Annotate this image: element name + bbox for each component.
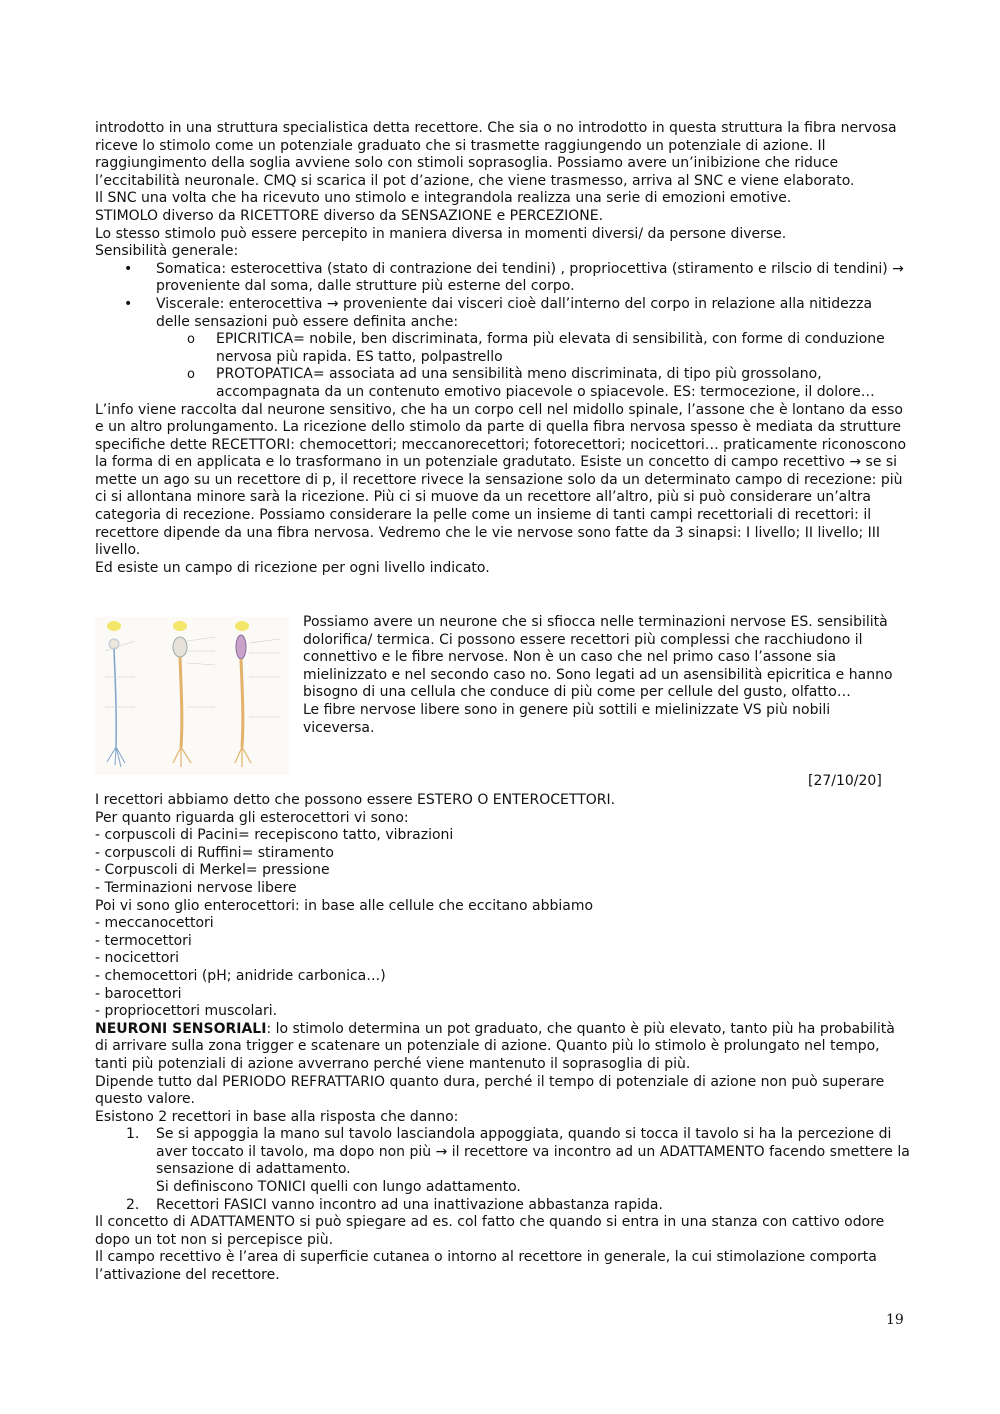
axon-shape [241,659,243,747]
line: Per quanto riguarda gli esterocettori vi sono: [95,809,409,826]
figure-side-text [303,614,903,737]
paragraph: introdotto in una struttura specialistica detta recettore. Che sia o no introdotto in questa struttura la fibra nervosa riceve lo stimolo come un potenziale graduato che si trasmette raggiungendo un potenziale di azione. Il raggiungimento della soglia avviene solo con stimoli soprasoglia. Possiamo avere un’inibizione che riduce l’eccitabilità neuronale. CMQ si scarica il pot d’azione, che viene trasmesso, arriva al SNC e viene elaborato. [95,120,897,189]
sub-bullet-item [95,331,910,366]
sub-bullet-text: PROTOPATICA= associata ad una sensibilità meno discriminata, di tipo più grossolano, accompagnata da un contenuto emotivo piacevole o spiacevole. ES: termocezione, il dolore… [216,366,875,400]
paragraph: Sensibilità generale: [95,243,239,260]
bullet-text: Somatica: esterocettiva (stato di contrazione dei tendini) , propriocettiva (stiramento e rilscio di tendini) → proveniente dal soma, dalle strutture più esterne del corpo. [156,260,904,295]
numbered-item [95,1126,910,1179]
sub-bullet-marker: o [187,367,195,383]
bullet-item [95,261,910,296]
list-line: - chemocettori (pH; anidride carbonica…) [95,967,386,984]
neuron-label-bubble [107,621,121,631]
list-line: - Corpuscoli di Merkel= pressione [95,862,330,879]
list-line: - termocettori [95,932,192,949]
bullet-text: Viscerale: enterocettiva → proveniente dai visceri cioè dall’interno del corpo in relazione alla nitidezza delle sensazioni può essere definita anche: [156,295,873,330]
bullet-marker: • [124,295,133,312]
paragraph: STIMOLO diverso da RICETTORE diverso da SENSAZIONE e PERCEZIONE. [95,207,604,224]
paragraph: Possiamo avere un neurone che si sfiocca nelle terminazioni nervose ES. sensibilità dolorifica/ termica. Ci possono essere recettori più complessi che racchiudono il connettivo e le fibre nervose. Non è un caso che nel primo caso l’assone sia mielinizzato e nel secondo caso no. Sono legati ad un asensibilità epicritica e hanno bisogno di una cellula che conduce di più come per cellule del gusto, olfatto… [303,614,893,701]
numbered-item [95,1197,910,1215]
numbered-text: Recettori FASICI vanno incontro ad una inattivazione abbastanza rapida. [156,1196,663,1213]
lecture-date: [27/10/20] [808,773,882,789]
paragraph: Il concetto di ADATTAMENTO si può spiegare ad es. col fatto che quando si entra in una stanza con cattivo odore dopo un tot non si percepisce più. [95,1214,885,1248]
neuroni-heading: NEURONI SENSORIALI [95,1020,267,1037]
sub-bullet-text: EPICRITICA= nobile, ben discriminata, forma più elevata di sensibilità, con forme di conduzione nervosa più rapida. ES tatto, polpastrello [216,331,885,365]
list-line: - Terminazioni nervose libere [95,879,297,896]
label-line-shape [105,641,135,707]
page-number: 19 [886,1312,904,1328]
paragraph: L’info viene raccolta dal neurone sensitivo, che ha un corpo cell nel midollo spinale, l’assone che è lontano da esso e un altro prolungamento. La ricezione dello stimolo da parte di quella fibra nervosa spesso è mediata da strutture specifiche dette RECETTORI: chemocettori; meccanorecettori; fotorecettori; nocicettori… praticamente riconoscono la forma di en applicata e lo trasformano in un potenziale gradutato. Esiste un concetto di campo recettivo → se si mette un ago su un recettore di p, il recettore rivece la sensazione solo da un determinato campo di recezione: più ci si allontana minore sarà la ricezione. Più ci si muove da un recettore all’altro, più si può considerare un’altra categoria di recezione. Possiamo considerare la pelle come un insieme di tanti campi recettoriali di recettori: il recettore dipende da una fibra nervosa. Vedremo che le vie nervose sono fatte da 3 sinapsi: I livello; II livello; III livello. [95,401,907,559]
capsule-shape [173,637,187,657]
intro-section [95,120,910,577]
sub-bullet-marker: o [187,332,195,348]
paragraph: Lo stesso stimolo può essere percepito in maniera diversa in momenti diversi/ da persone diverse. [95,225,787,242]
number-marker: 2. [126,1196,140,1213]
neuron-label-bubble [173,621,187,631]
receptor-cell-shape [236,635,246,659]
numbered-text: Se si appoggia la mano sul tavolo lasciandola appoggiata, quando si tocca il tavolo si ha la percezione di aver toccato il tavolo, ma dopo non più → il recettore va incontro ad un ADATTAMENTO facendo smettere la sensazione di adattamento. [156,1126,910,1178]
number-marker: 1. [126,1126,140,1143]
label-line-shape [249,639,280,717]
neuron-receptors-figure [95,617,289,775]
list-line: - meccanocettori [95,915,214,932]
cell-body-shape [109,639,119,649]
axon-shape [180,657,182,747]
list-line: - propriocettori muscolari. [95,1003,278,1020]
sub-bullet-item [95,366,910,401]
nerve-ending-shape [107,747,125,767]
receptors-section [95,792,910,1285]
bullet-item [95,296,910,331]
paragraph [95,1021,910,1074]
nerve-ending-shape [173,747,191,767]
list-line: - corpuscoli di Ruffini= stiramento [95,844,334,861]
paragraph: Il SNC una volta che ha ricevuto uno stimolo e integrandola realizza una serie di emozioni emotive. [95,190,792,207]
paragraph: Ed esiste un campo di ricezione per ogni livello indicato. [95,559,490,576]
list-line: - nocicettori [95,950,180,967]
nerve-ending-shape [235,747,251,767]
bullet-marker: • [124,260,133,277]
numbered-item-extra: Si definiscono TONICI quelli con lungo adattamento. [156,1179,521,1196]
label-line-shape [187,637,215,707]
neuroni-text: : lo stimolo determina un pot graduato, che quanto è più elevato, tanto più ha probabilità di arrivare sulla zona trigger e scatenare un potenziale di azione. Quanto più lo stimolo è prolungato nel tempo, tanti più potenziali di azione avverrano perché viene mantenuto il soprasoglia di più. [95,1020,895,1072]
line: I recettori abbiamo detto che possono essere ESTERO O ENTEROCETTORI. [95,792,616,808]
list-line: - barocettori [95,985,182,1002]
paragraph: Esistono 2 recettori in base alla risposta che danno: [95,1108,459,1125]
paragraph: Il campo recettivo è l’area di superficie cutanea o intorno al recettore in generale, la cui stimolazione comporta l’attivazione del recettore. [95,1249,877,1284]
list-line: - corpuscoli di Pacini= recepiscono tatto, vibrazioni [95,827,454,844]
paragraph: Dipende tutto dal PERIODO REFRATTARIO quanto dura, perché il tempo di potenziale di azione non può superare questo valore. [95,1073,885,1108]
neuron-figure-drawing [95,617,289,775]
axon-shape [114,649,116,747]
line: Poi vi sono glio enterocettori: in base alle cellule che eccitano abbiamo [95,897,594,914]
paragraph: Le fibre nervose libere sono in genere più sottili e mielinizzate VS più nobili viceversa. [303,701,831,736]
neuron-label-bubble [235,621,249,631]
